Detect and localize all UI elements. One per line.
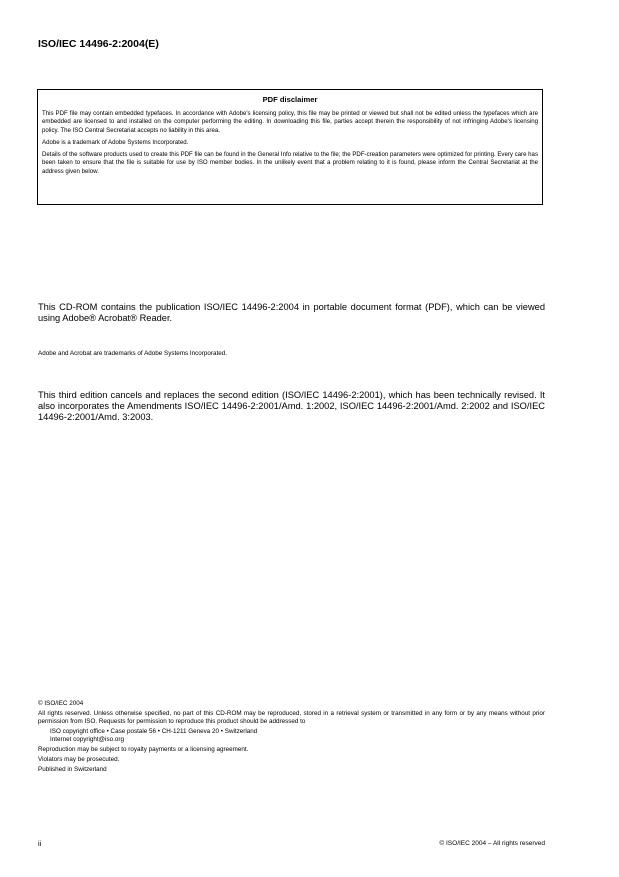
disclaimer-title: PDF disclaimer xyxy=(262,95,318,104)
edition-notice: This third edition cancels and replaces the second edition (ISO/IEC 14496-2:2001), which has been technically revised. It also incorporates the Amendments ISO/IEC 14496-2:2001/Amd. 1:2002, ISO/IEC 14496-2:2001/Amd. 2:2002 and ISO/IEC 14496-2:2001/Amd. 3:2003. xyxy=(38,390,545,422)
copyright-internet: Internet copyright@iso.org xyxy=(50,736,124,743)
page-number: ii xyxy=(38,839,42,848)
footer-copyright: © ISO/IEC 2004 – All rights reserved xyxy=(439,840,545,847)
copyright-line: © ISO/IEC 2004 xyxy=(38,700,84,707)
copyright-block xyxy=(38,700,545,776)
published-note: Published in Switzerland xyxy=(38,766,107,773)
cdrom-notice: This CD-ROM contains the publication ISO/IEC 14496-2:2004 in portable document format (PDF), which can be viewed using Adobe® Acrobat® Reader. xyxy=(38,302,545,323)
document-id: ISO/IEC 14496-2:2004(E) xyxy=(38,38,159,50)
copyright-office-address: ISO copyright office • Case postale 56 • CH-1211 Geneva 20 • Switzerland xyxy=(50,728,258,735)
royalty-note: Reproduction may be subject to royalty payments or a licensing agreement. xyxy=(38,746,249,753)
disclaimer-paragraph: This PDF file may contain embedded typefaces. In accordance with Adobe's licensing policy, this file may be printed or viewed but shall not be edited unless the typefaces which are embedded are licensed to and installed on the computer performing the editing. In downloading this file, parties accept therein the responsibility of not infringing Adobe's licensing policy. The ISO Central Secretariat accepts no liability in this area. xyxy=(42,110,538,134)
disclaimer-paragraph: Details of the software products used to create this PDF file can be found in the General Info relative to the file; the PDF-creation parameters were optimized for printing. Every care has been taken to ensure that the file is suitable for use by ISO member bodies. In the unlikely event that a problem relating to it is found, please inform the Central Secretariat at the address given below. xyxy=(42,151,538,175)
pdf-disclaimer-box xyxy=(37,89,543,205)
rights-statement: All rights reserved. Unless otherwise specified, no part of this CD-ROM may be reproduced, stored in a retrieval system or transmitted in any form or by any means without prior permission from ISO. Requests for permission to reproduce this product should be addressed to xyxy=(38,710,545,725)
disclaimer-paragraph: Adobe is a trademark of Adobe Systems Incorporated. xyxy=(42,138,189,146)
trademark-note: Adobe and Acrobat are trademarks of Adobe Systems Incorporated. xyxy=(38,350,228,357)
violators-note: Violators may be prosecuted. xyxy=(38,756,120,763)
